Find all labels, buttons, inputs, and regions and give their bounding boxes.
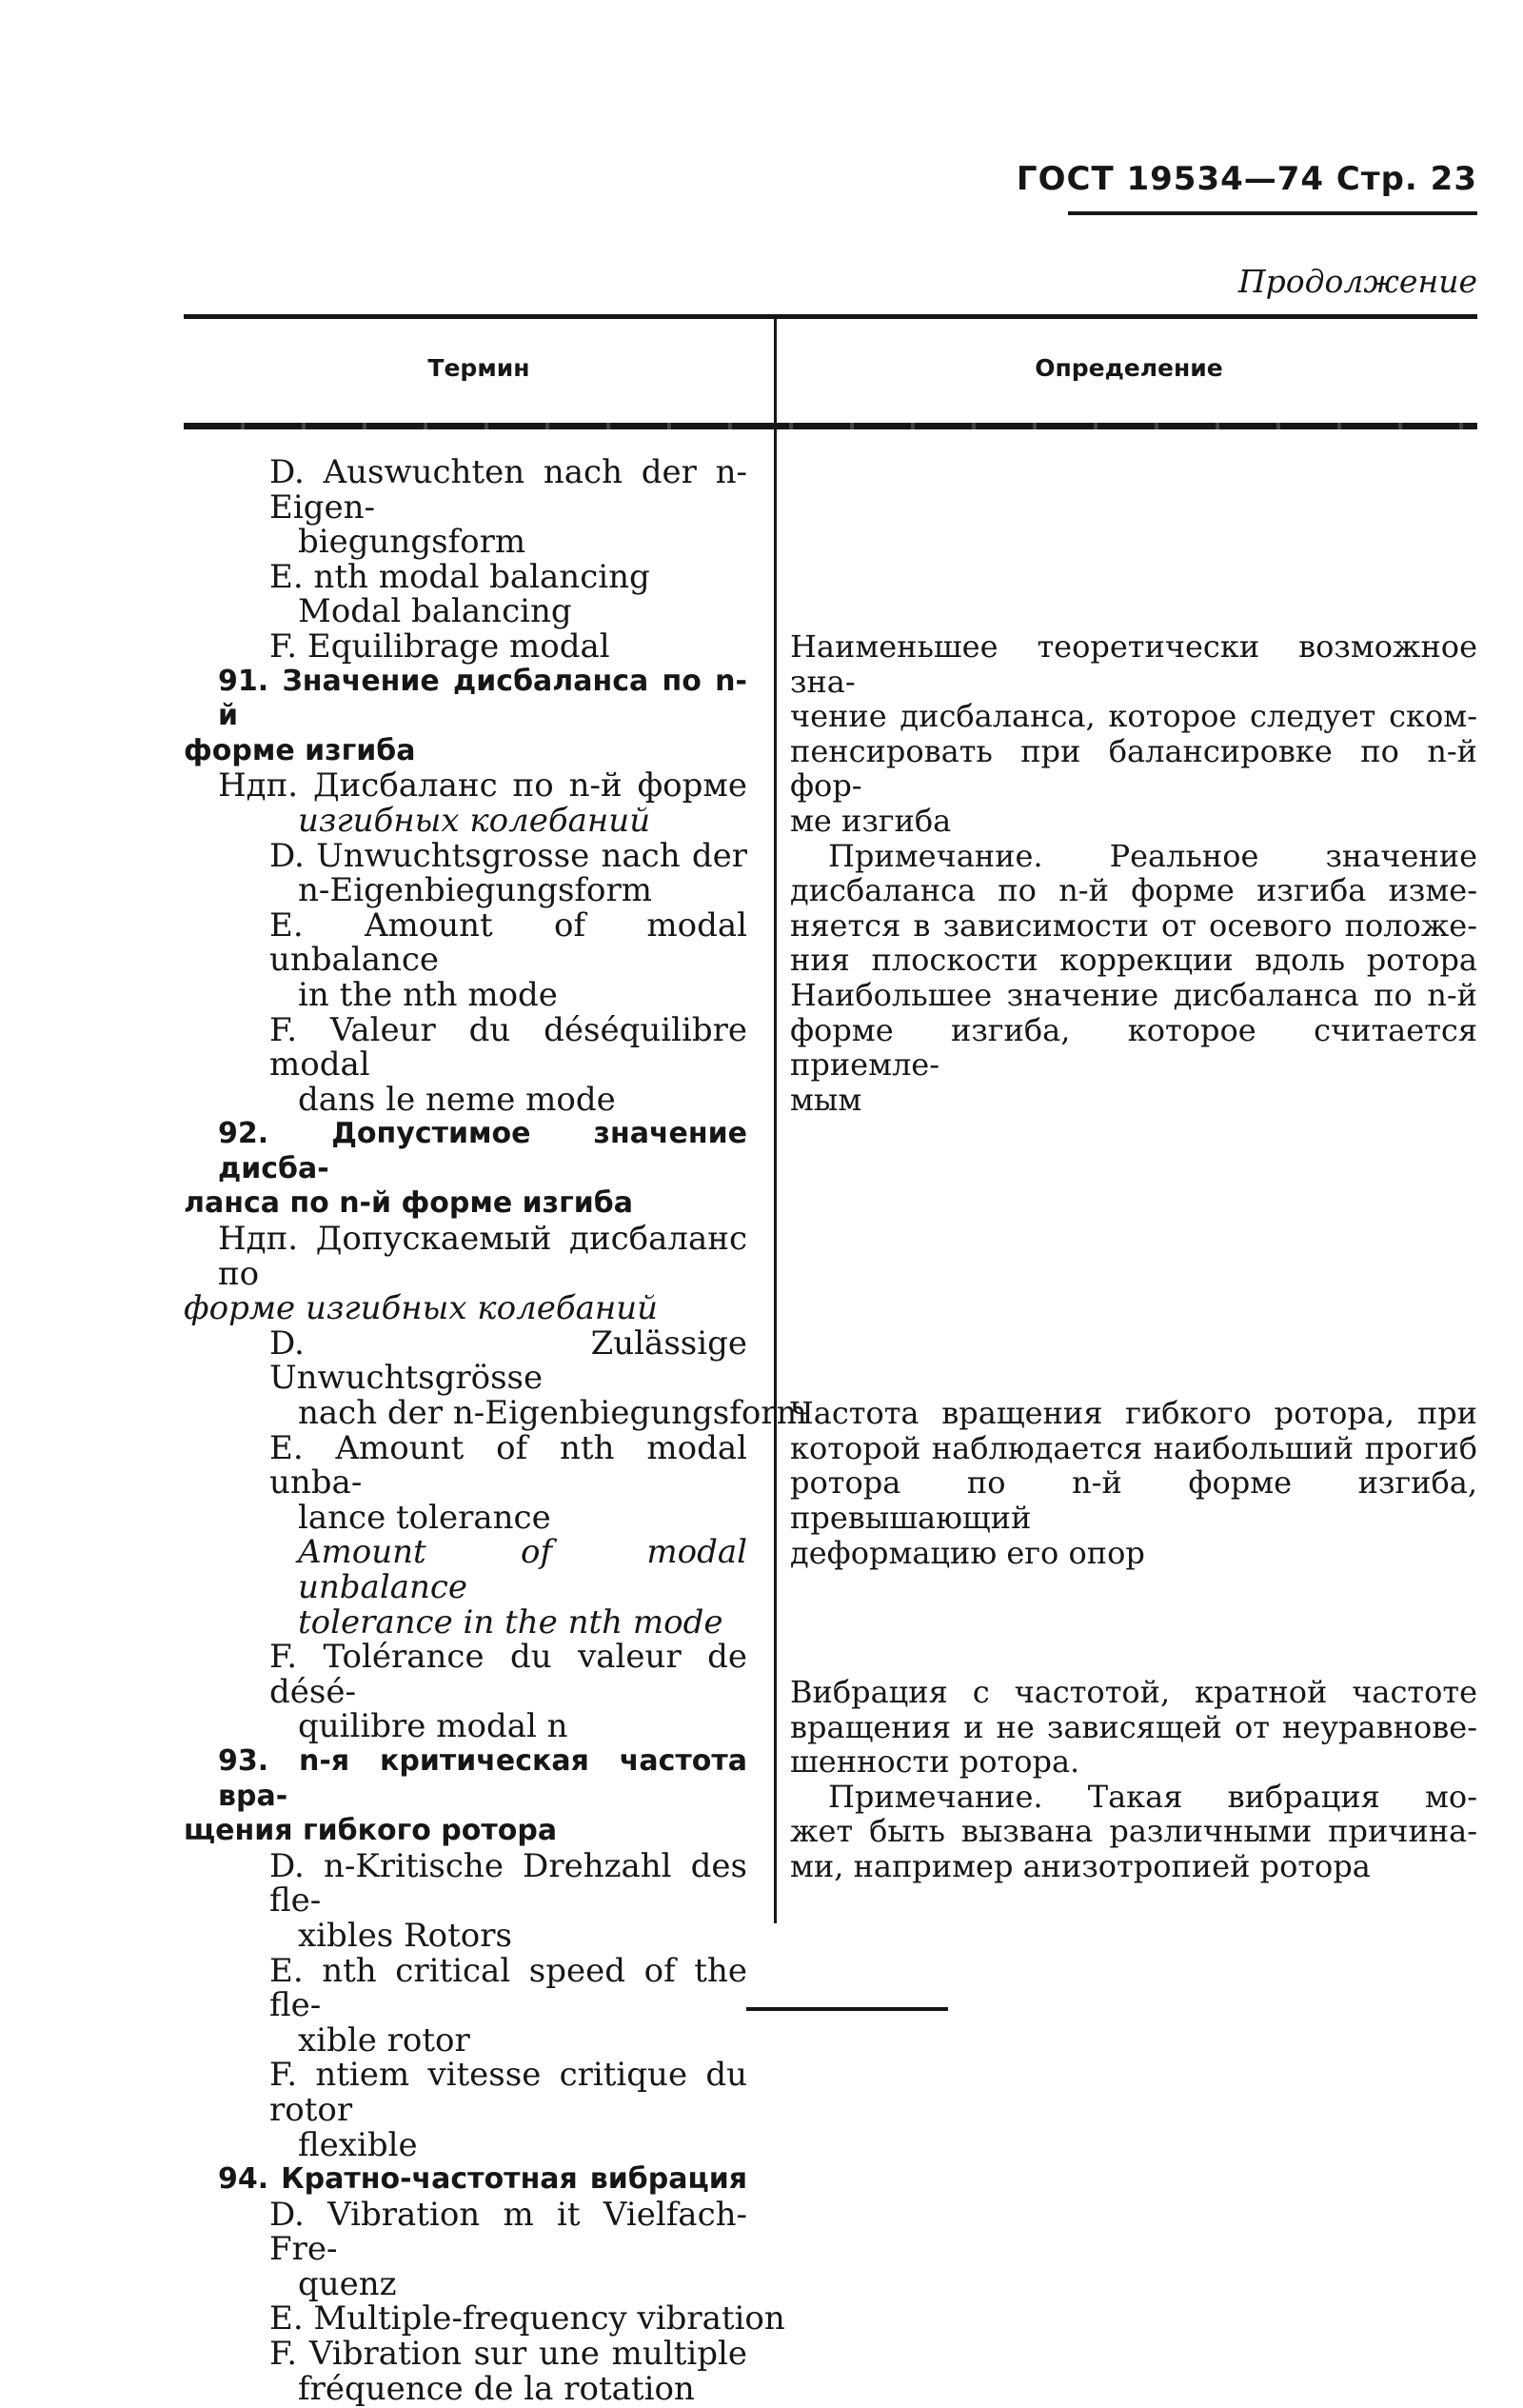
term-line: ланса по n-й форме изгиба: [184, 1186, 633, 1221]
term-line: D. Vibration m it Vielfach-Fre-: [269, 2195, 747, 2269]
standard-page-line: [1017, 160, 1477, 198]
definition-line: ми, например анизотропией ротора: [790, 1847, 1371, 1884]
definition-line: Примечание. Такая вибрация мо-: [828, 1778, 1477, 1815]
continued-label: Продолжение: [1237, 263, 1477, 300]
term-line: Modal balancing: [298, 592, 572, 631]
definition-line: форме изгиба, которое считается приемле-: [790, 1011, 1477, 1084]
term-line: E. Multiple-frequency vibration: [269, 2299, 785, 2338]
term-line: F. Equilibrage modal: [269, 627, 610, 666]
term-line: 91. Значение дисбаланса по n-й: [218, 664, 747, 733]
term-line: F. Vibration sur une multiple: [269, 2335, 747, 2374]
definition-line: жет быть вызвана различными причина-: [790, 1813, 1477, 1850]
definition-block: [790, 1396, 1477, 1570]
term-line: fréquence de la rotation: [298, 2369, 695, 2408]
term-line: quenz: [298, 2264, 397, 2303]
term-line: n-Eigenbiegungsform: [298, 871, 652, 910]
term-line: E. Amount of modal unbalance: [269, 905, 747, 980]
term-line: Ндп. Дисбаланс по n-й форме: [218, 766, 747, 806]
definition-line: деформацию его опор: [790, 1534, 1145, 1571]
term-line: Ндп. Допускаемый дисбаланс по: [218, 1220, 747, 1293]
term-line: xible rotor: [298, 2020, 470, 2060]
term-column: [184, 453, 807, 2408]
definition-line: которой наблюдается наибольший прогиб: [790, 1429, 1477, 1466]
term-line: biegungsform: [298, 523, 526, 562]
column-divider: [774, 314, 777, 1923]
definition-line: няется в зависимости от осевого положе-: [790, 906, 1477, 944]
term-line: F. ntiem vitesse critique du rotor: [269, 2056, 747, 2129]
definition-line: Частота вращения гибкого ротора, при: [790, 1395, 1477, 1432]
term-line: F. Tolérance du valeur de désé-: [269, 1638, 747, 1711]
header-rule: [1068, 211, 1477, 215]
term-line: E. nth critical speed of the fle-: [269, 1951, 747, 2025]
definition-line: дисбаланса по n-й форме изгиба изме-: [790, 872, 1477, 909]
term-line: Amount of modal unbalance: [298, 1533, 747, 1606]
term-line: форме изгибных колебаний: [184, 1289, 659, 1328]
definition-line: шенности ротора.: [790, 1743, 1080, 1781]
column-header-term: Термин: [427, 354, 530, 382]
term-line: форме изгиба: [184, 733, 416, 767]
term-line: щения гибкого ротора: [184, 1814, 558, 1848]
table-header-rule: [184, 423, 1477, 429]
term-line: E. Amount of nth modal unba-: [269, 1428, 747, 1503]
term-line: изгибных колебаний: [298, 801, 651, 840]
term-line: dans le neme mode: [298, 1080, 616, 1119]
table-top-rule: [184, 314, 1477, 319]
term-line: flexible: [298, 2125, 418, 2164]
term-line: 93. n-я критическая частота вра-: [218, 1743, 747, 1813]
standard-number: ГОСТ 19534—74: [1016, 160, 1325, 198]
definition-line: ротора по n-й форме изгиба, превышающий: [790, 1464, 1477, 1536]
definition-line: мым: [790, 1081, 862, 1118]
term-line: in the nth mode: [298, 975, 558, 1014]
term-line: D. n-Kritische Drehzahl des fle-: [269, 1846, 747, 1920]
term-line: D. Unwuchtsgrosse nach der: [269, 836, 747, 875]
term-line: tolerance in the nth mode: [298, 1602, 723, 1642]
term-line: E. nth modal balancing: [269, 557, 650, 596]
footer-rule: [746, 2007, 948, 2011]
column-header-definition: Определение: [1035, 354, 1223, 382]
definition-line: Наибольшее значение дисбаланса по n-й: [790, 977, 1477, 1013]
term-line: F. Valeur du déséquilibre modal: [269, 1010, 747, 1085]
term-line: D. Auswuchten nach der n-Eigen-: [269, 453, 747, 527]
term-line: D. Zulässige Unwuchtsgrösse: [269, 1323, 747, 1398]
page-header: [1017, 160, 1477, 198]
definition-line: Вибрация с частотой, кратной частоте: [790, 1674, 1477, 1710]
page-number: Стр. 23: [1335, 160, 1477, 198]
definition-line: ния плоскости коррекции вдоль ротора: [790, 942, 1477, 979]
definition-line: вращения и не зависящей от неуравнове-: [790, 1708, 1477, 1745]
definition-block: [790, 629, 1477, 978]
term-line: lance tolerance: [298, 1498, 551, 1537]
definition-line: Наименьшее теоретически возможное зна-: [790, 628, 1477, 700]
definition-block: [790, 978, 1477, 1117]
term-line: nach der n-Eigenbiegungsform: [298, 1394, 807, 1433]
definition-line: ме изгиба: [790, 802, 952, 839]
term-line: quilibre modal n: [298, 1707, 568, 1746]
term-line: xibles Rotors: [298, 1916, 512, 1955]
definition-line: Примечание. Реальное значение: [828, 837, 1477, 874]
term-line: 92. Допустимое значение дисба-: [218, 1117, 747, 1185]
definition-line: чение дисбаланса, которое следует ском-: [790, 698, 1477, 735]
definition-line: пенсировать при балансировке по n-й фор-: [790, 732, 1477, 805]
definition-block: [790, 1675, 1477, 1884]
term-line: 94. Кратно-частотная вибрация: [218, 2162, 747, 2197]
